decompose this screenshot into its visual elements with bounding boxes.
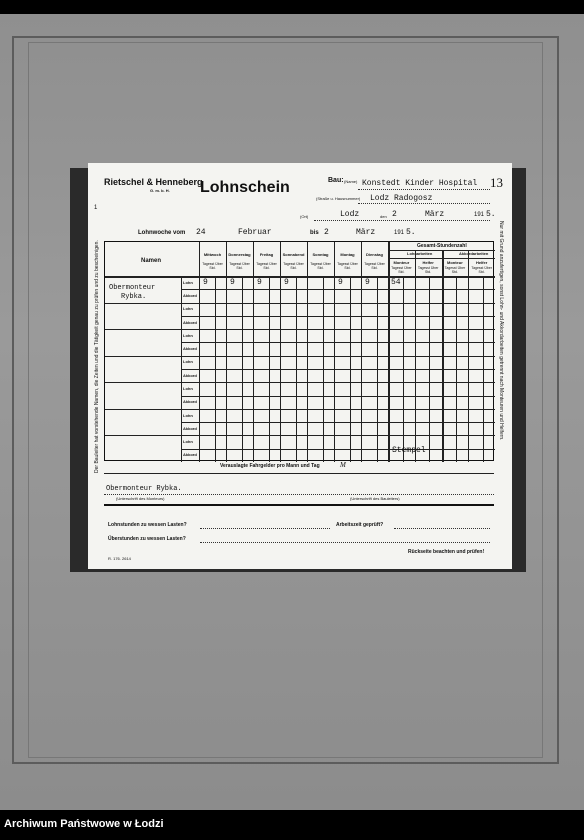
firm-sub: G. m. b. H. [150,188,170,193]
ort-line [314,220,490,221]
row-label-lohn: Lohn [183,385,193,391]
question-ueberstunden: Überstunden zu wessen Lasten? [108,536,186,542]
day-subheader-3: Tagesst Über Std. [283,262,304,270]
gesamt-col-3: Helfer [475,260,488,265]
worker-name-line1: Obermonteur [109,284,156,292]
row-label-akkord: Akkord [183,452,197,458]
week-label: Lohnwoche vom [138,230,186,236]
hours-cell: 9 [203,278,208,287]
margin-mark: 1 [94,205,98,211]
lohnarbeiten-header: Lohnarbeiten [407,251,433,256]
day-subheader-2: Tagesst Über Std. [256,262,277,270]
sig-label-left: (Unterschrift des Monteurs) [116,496,165,501]
grid-hline [181,369,495,370]
day-header-1: Donnerstag [228,252,251,257]
row-label-akkord: Akkord [183,292,197,298]
akkordarbeiten-header: Akkordarbeiten [459,251,489,256]
day-subheader-0: Tagesst Über Std. [202,262,223,270]
thick-divider [104,504,494,506]
firm-name: Rietschel & Henneberg [104,177,203,187]
question-arbeitszeit: Arbeitszeit geprüft? [336,522,384,528]
day-header-4: Sonntag [312,252,329,257]
row-label-lohn: Lohn [183,412,193,418]
ort-label: (Ort) [300,214,309,219]
grid-hline [181,449,495,450]
gesamt-subheader-2: Tagesst Über Std. [444,266,466,274]
strasse: Lodz Radogosz [370,194,433,203]
signature-line [104,494,494,495]
strasse-line [358,203,490,204]
hours-table [104,241,494,461]
date-day: 2 [392,210,397,219]
date-month: März [425,210,445,219]
day-subheader-1: Tagesst Über Std. [229,262,250,270]
grid-hline [181,316,495,317]
row-label-akkord: Akkord [183,372,197,378]
row-label-lohn: Lohn [183,279,193,285]
question-lohnstunden: Lohnstunden zu wessen Lasten? [108,522,187,528]
right-margin-text: Nur mit Grund anzufertigen, sonst Lohn- und Akkordarbeiten getrennt nach Monteuren und Helfern. [498,221,504,441]
row-label-lohn: Lohn [183,332,193,338]
form-title: Lohnschein [200,179,290,196]
gesamt-subheader-1: Tagesst Über Std. [417,266,439,274]
week-year: 191 [394,230,405,236]
divider [104,473,494,474]
grid-hline [105,329,495,330]
corner-note: 13 [490,175,503,190]
rueckseite-note: Rückseite beachten und prüfen! [408,549,485,555]
grid-hline [105,409,495,410]
gesamt-subheader-3: Tagesst Über Std. [471,266,492,274]
name-label: (Name) [344,179,358,184]
day-subheader-4: Tagesst Über Std. [310,262,331,270]
grid-vline [361,242,362,462]
worker-name-line2: Rybka. [121,293,147,301]
grid-hline [105,303,495,304]
fahrgelder-label: Verauslagte Fahrgelder pro Mann und Tag [220,463,320,469]
left-margin-text: Der Bauleiter hat vorstehende Namen, die Zeiten und die Tätigkeit genau zu prüfen und zu bescheinigen. [94,240,100,473]
week-to-month: März [356,228,376,237]
day-header-3: Sonnabend [282,252,305,257]
archive-name: Archiwum Państwowe w Łodzi [4,818,164,830]
gesamt-col-0: Monteur [393,260,410,265]
row-label-lohn: Lohn [183,439,193,445]
row-label-akkord: Akkord [183,346,197,352]
hours-cell: 9 [230,278,235,287]
gesamt-header: Gesamt-Stundenzahl [417,243,467,249]
gesamt-col-2: Monteur [446,260,463,265]
day-header-6: Dienstag [366,252,383,257]
signature: Obermonteur Rybka. [106,485,182,493]
week-from-day: 24 [196,228,206,237]
gesamt-subheader-0: Tagesst Über Std. [391,266,412,274]
day-subheader-6: Tagesst Über Std. [364,262,385,270]
grid-hline [388,250,495,251]
lohnschein-form [88,163,512,569]
week-to-day: 2 [324,228,329,237]
date-year-prefix: 191 [474,212,485,218]
hours-cell: 9 [338,278,343,287]
grid-vline [226,242,227,462]
bau-name: Konstedt Kinder Hospital [362,179,478,188]
q3-line [394,528,490,529]
strasse-label: (Straße u. Hausnummer) [316,196,361,201]
sig-label-right: (Unterschrift des Bauleiters) [350,496,400,501]
grid-vline [307,242,308,462]
grid-vline [280,242,281,462]
grid-hline [105,435,495,436]
q1-line [200,528,330,529]
row-label-akkord: Akkord [183,425,197,431]
row-label-akkord: Akkord [183,399,197,405]
day-header-0: Mittwoch [203,252,222,257]
grid-hline [181,342,495,343]
row-label-lohn: Lohn [183,359,193,365]
fahrgelder-value: M [340,461,346,469]
day-subheader-5: Tagesst Über Std. [337,262,358,270]
bau-label: Bau: [328,177,344,184]
grid-hline [105,276,495,278]
form-number: R. 176. 2614 [108,556,131,561]
grid-vline [199,242,200,462]
row-label-lohn: Lohn [183,306,193,312]
day-header-2: Freitag [259,252,274,257]
grid-hline [105,382,495,383]
stempel: Stempel [392,446,426,455]
grid-hline [181,422,495,423]
grid-vline [334,242,335,462]
date-year-suffix: 5. [486,210,496,219]
gesamt-col-1: Helfer [422,260,434,265]
day-header-5: Montag [340,252,355,257]
ort: Lodz [340,210,360,219]
total-hours: 54 [391,278,401,287]
hours-cell: 9 [257,278,262,287]
hours-cell: 9 [284,278,289,287]
archive-caption [0,810,584,840]
grid-vline [253,242,254,462]
name-column-header: Namen [141,258,162,264]
grid-hline [181,396,495,397]
q2-line [200,542,490,543]
week-year-suffix: 5. [406,228,416,237]
row-label-akkord: Akkord [183,319,197,325]
week-from-month: Februar [238,228,272,237]
grid-vline [388,242,390,462]
grid-hline [105,356,495,357]
bis-label: bis [310,230,319,236]
bau-line [358,189,490,190]
grid-hline [181,289,495,290]
hours-cell: 9 [365,278,370,287]
grid-hline [388,258,495,259]
den-label: den [380,214,387,219]
